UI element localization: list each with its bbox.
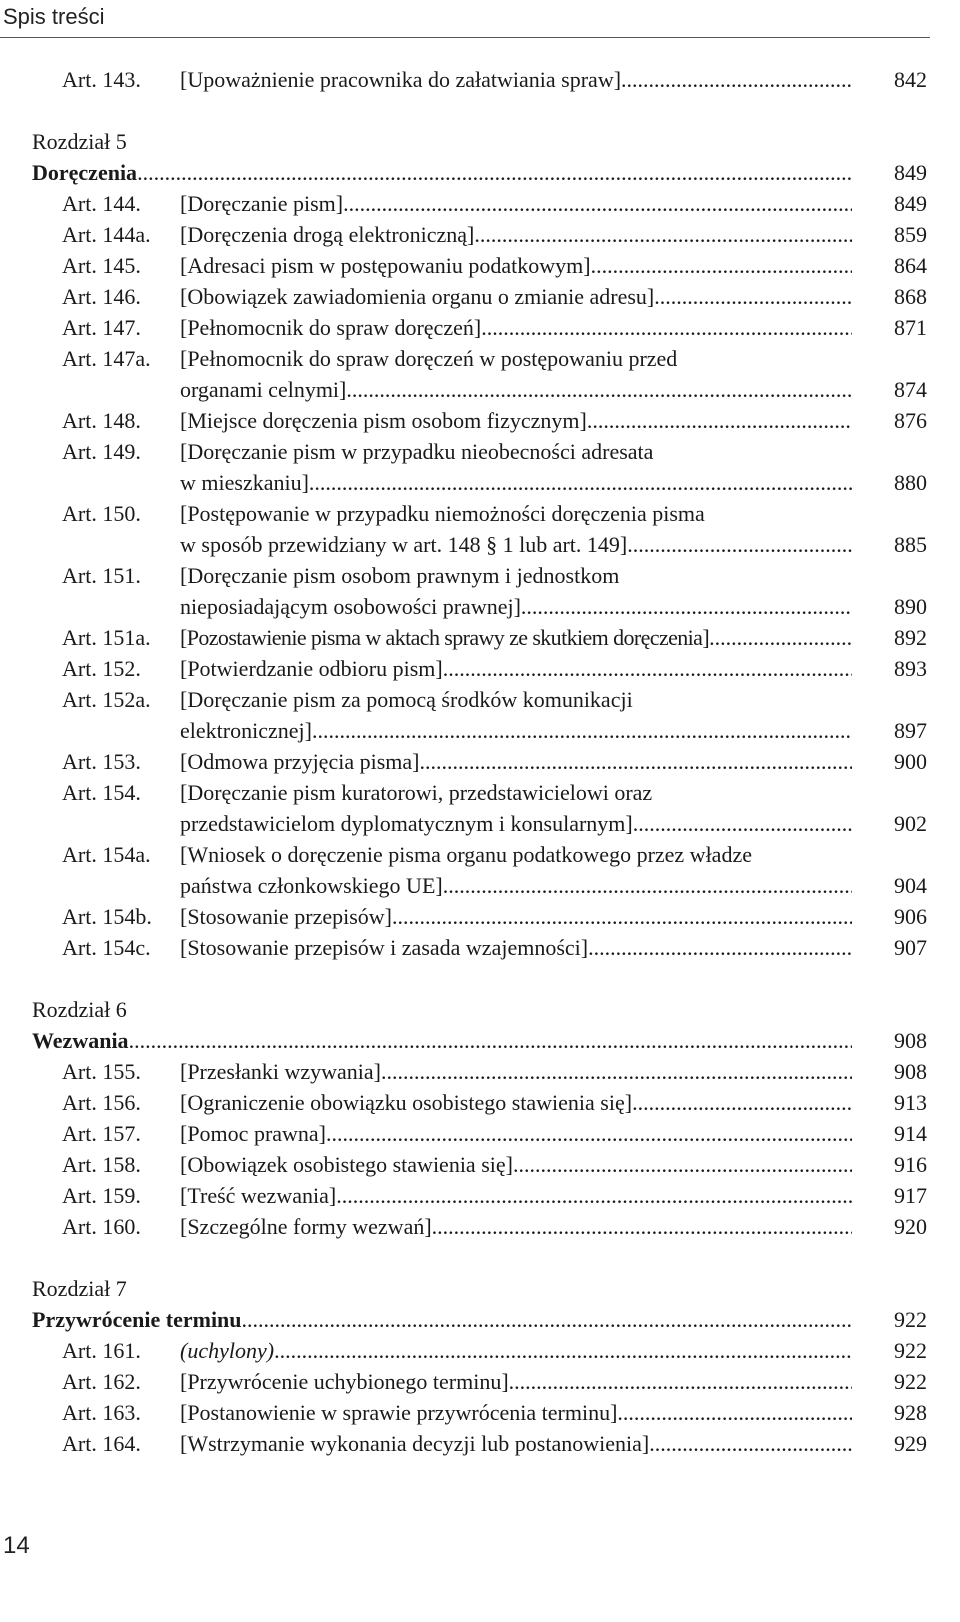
toc-line: [32, 374, 932, 405]
toc-line: [32, 498, 932, 529]
article-title[interactable]: [Doręczanie pism]: [180, 188, 343, 219]
toc-line: [32, 467, 932, 498]
dot-leader: [509, 1366, 852, 1397]
page-ref[interactable]: 876: [894, 408, 927, 433]
article-number: Art. 160.: [62, 1214, 141, 1239]
article-title-continued[interactable]: w mieszkaniu]: [180, 467, 309, 498]
toc-line: [32, 1397, 932, 1428]
article-title[interactable]: [Przesłanki wzywania]: [180, 1056, 381, 1087]
article-title[interactable]: [Odmowa przyjęcia pisma]: [180, 746, 419, 777]
header-rule: [0, 37, 930, 38]
dot-leader: [521, 591, 852, 622]
toc-leader: [180, 1087, 852, 1118]
toc-leader: [180, 281, 852, 312]
toc-leader: [180, 219, 852, 250]
article-title[interactable]: [Doręczanie pism w przypadku nieobecności adresata: [180, 439, 654, 464]
toc-leader: [180, 901, 852, 932]
article-number: Art. 156.: [62, 1090, 141, 1115]
article-number: Art. 155.: [62, 1059, 141, 1084]
dot-leader: [242, 1304, 852, 1335]
toc-line: [32, 839, 932, 870]
article-title[interactable]: [Ograniczenie obowiązku osobistego stawienia się]: [180, 1087, 632, 1118]
article-title[interactable]: [Pełnomocnik do spraw doręczeń w postępowaniu przed: [180, 346, 678, 371]
toc-line: [32, 746, 932, 777]
article-number: Art. 153.: [62, 749, 141, 774]
toc-line: [32, 64, 932, 95]
page-ref[interactable]: 902: [894, 811, 927, 836]
dot-leader: [381, 1056, 852, 1087]
toc-leader: [32, 157, 852, 188]
article-number: Art. 143.: [62, 67, 141, 92]
article-number: Art. 162.: [62, 1369, 141, 1394]
dot-leader: [654, 281, 852, 312]
page-ref[interactable]: 914: [894, 1121, 927, 1146]
toc-leader: [180, 622, 852, 653]
page-ref[interactable]: 929: [894, 1431, 927, 1456]
article-title[interactable]: [Stosowanie przepisów]: [180, 901, 392, 932]
dot-leader: [632, 1087, 852, 1118]
dot-leader: [274, 1335, 852, 1366]
toc-leader: [180, 374, 852, 405]
toc-line: [32, 1025, 932, 1056]
article-title-continued[interactable]: w sposób przewidziany w art. 148 § 1 lub art. 149]: [180, 529, 627, 560]
article-number: Art. 154.: [62, 780, 141, 805]
dot-leader: [326, 1118, 852, 1149]
toc-line: [32, 560, 932, 591]
toc-leader: [180, 1428, 852, 1459]
article-title-continued[interactable]: państwa członkowskiego UE]: [180, 870, 443, 901]
dot-leader: [419, 746, 852, 777]
dot-leader: [432, 1211, 852, 1242]
toc-line: [32, 1180, 932, 1211]
chapter-number-label: Rozdział 6: [32, 997, 127, 1022]
toc-leader: [180, 808, 852, 839]
page-ref[interactable]: 928: [894, 1400, 927, 1425]
dot-leader: [627, 529, 852, 560]
article-number: Art. 147.: [62, 315, 141, 340]
page-ref[interactable]: 868: [894, 284, 927, 309]
page-ref[interactable]: 897: [894, 718, 927, 743]
article-title-continued[interactable]: elektronicznej]: [180, 715, 312, 746]
page-ref[interactable]: 904: [894, 873, 927, 898]
toc-leader: [180, 1366, 852, 1397]
page-ref[interactable]: 920: [894, 1214, 927, 1239]
page-ref[interactable]: 900: [894, 749, 927, 774]
toc-line: [32, 870, 932, 901]
page-ref[interactable]: 874: [894, 377, 927, 402]
toc-leader: [32, 1304, 852, 1335]
toc-line: [32, 343, 932, 374]
toc-line: [32, 653, 932, 684]
toc-leader: [180, 1180, 852, 1211]
dot-leader: [343, 188, 852, 219]
article-number: Art. 152a.: [62, 687, 151, 712]
dot-leader: [709, 622, 852, 653]
page-ref[interactable]: 842: [894, 67, 927, 92]
page-ref[interactable]: 907: [894, 935, 927, 960]
dot-leader: [312, 715, 852, 746]
article-title[interactable]: [Upoważnienie pracownika do załatwiania spraw]: [180, 64, 621, 95]
article-number: Art. 154a.: [62, 842, 151, 867]
article-number: Art. 148.: [62, 408, 141, 433]
dot-leader: [617, 1397, 852, 1428]
toc-leader: [180, 870, 852, 901]
page-ref[interactable]: 908: [894, 1028, 927, 1053]
article-number: Art. 145.: [62, 253, 141, 278]
toc-line: [32, 777, 932, 808]
toc-leader: [180, 312, 852, 343]
page-ref[interactable]: 849: [894, 191, 927, 216]
article-title[interactable]: [Potwierdzanie odbioru pism]: [180, 653, 443, 684]
article-number: Art. 159.: [62, 1183, 141, 1208]
toc-line: [32, 1273, 932, 1304]
section-gap: [32, 95, 932, 126]
article-title[interactable]: [Stosowanie przepisów i zasada wzajemności]: [180, 932, 588, 963]
toc-line: [32, 1056, 932, 1087]
toc-line: [32, 1366, 932, 1397]
toc-line: [32, 591, 932, 622]
article-title[interactable]: [Treść wezwania]: [180, 1180, 336, 1211]
dot-leader: [649, 1428, 852, 1459]
page-ref[interactable]: 864: [894, 253, 927, 278]
page-ref[interactable]: 880: [894, 470, 927, 495]
toc-line: [32, 312, 932, 343]
toc-leader: [180, 405, 852, 436]
article-number: Art. 149.: [62, 439, 141, 464]
article-title[interactable]: [Wniosek o doręczenie pisma organu podatkowego przez władze: [180, 842, 752, 867]
article-number: Art. 151a.: [62, 625, 151, 650]
page-ref[interactable]: 913: [894, 1090, 927, 1115]
article-title[interactable]: [Wstrzymanie wykonania decyzji lub postanowienia]: [180, 1428, 649, 1459]
chapter-number-label: Rozdział 5: [32, 129, 127, 154]
toc-leader: [180, 1335, 852, 1366]
dot-leader: [474, 219, 852, 250]
section-gap: [32, 1242, 932, 1273]
article-number: Art. 152.: [62, 656, 141, 681]
article-number: Art. 144.: [62, 191, 141, 216]
toc-line: [32, 281, 932, 312]
article-number: Art. 151.: [62, 563, 141, 588]
article-number: Art. 144a.: [62, 222, 151, 247]
page-ref[interactable]: 893: [894, 656, 927, 681]
chapter-title[interactable]: Przywrócenie terminu: [32, 1304, 242, 1335]
toc-leader: [180, 1056, 852, 1087]
running-head: Spis treści: [3, 4, 105, 29]
article-title[interactable]: [Pomoc prawna]: [180, 1118, 326, 1149]
dot-leader: [336, 1180, 852, 1211]
dot-leader: [481, 312, 852, 343]
article-number: Art. 157.: [62, 1121, 141, 1146]
toc-leader: [180, 250, 852, 281]
article-title-continued[interactable]: organami celnymi]: [180, 374, 346, 405]
toc-line: [32, 1087, 932, 1118]
article-number: Art. 146.: [62, 284, 141, 309]
dot-leader: [633, 808, 852, 839]
page-ref[interactable]: 922: [894, 1369, 927, 1394]
page-ref[interactable]: 906: [894, 904, 927, 929]
toc-leader: [180, 932, 852, 963]
article-number: Art. 158.: [62, 1152, 141, 1177]
dot-leader: [392, 901, 852, 932]
section-gap: [32, 963, 932, 994]
article-title[interactable]: [Pełnomocnik do spraw doręczeń]: [180, 312, 481, 343]
toc-line: [32, 1428, 932, 1459]
toc-line: [32, 436, 932, 467]
chapter-number-label: Rozdział 7: [32, 1276, 127, 1301]
article-title[interactable]: [Doręczanie pism za pomocą środków komunikacji: [180, 687, 633, 712]
toc-line: [32, 808, 932, 839]
toc-leader: [180, 529, 852, 560]
toc-line: [32, 622, 932, 653]
chapter-title[interactable]: Doręczenia: [32, 157, 137, 188]
dot-leader: [591, 250, 852, 281]
article-number: Art. 164.: [62, 1431, 141, 1456]
page-ref[interactable]: 885: [894, 532, 927, 557]
article-number: Art. 163.: [62, 1400, 141, 1425]
article-title[interactable]: [Pozostawienie pisma w aktach sprawy ze skutkiem doręczenia]: [180, 622, 709, 653]
dot-leader: [137, 157, 852, 188]
article-title[interactable]: [Przywrócenie uchybionego terminu]: [180, 1366, 509, 1397]
table-of-contents: [32, 64, 932, 1459]
toc-line: [32, 250, 932, 281]
toc-line: [32, 994, 932, 1025]
article-number: Art. 154b.: [62, 904, 152, 929]
toc-line: [32, 126, 932, 157]
toc-line: [32, 529, 932, 560]
toc-line: [32, 405, 932, 436]
page-ref[interactable]: 890: [894, 594, 927, 619]
toc-leader: [180, 1118, 852, 1149]
toc-line: [32, 188, 932, 219]
toc-leader: [180, 467, 852, 498]
article-number: Art. 154c.: [62, 935, 151, 960]
dot-leader: [129, 1025, 852, 1056]
toc-leader: [32, 1025, 852, 1056]
toc-leader: [180, 746, 852, 777]
article-title[interactable]: [Adresaci pism w postępowaniu podatkowym]: [180, 250, 591, 281]
toc-leader: [180, 1149, 852, 1180]
article-title[interactable]: [Obowiązek osobistego stawienia się]: [180, 1149, 513, 1180]
article-number: Art. 161.: [62, 1338, 141, 1363]
toc-line: [32, 901, 932, 932]
article-title[interactable]: [Szczególne formy wezwań]: [180, 1211, 432, 1242]
page-ref[interactable]: 922: [894, 1307, 927, 1332]
toc-leader: [180, 64, 852, 95]
page-ref[interactable]: 917: [894, 1183, 927, 1208]
toc-line: [32, 1304, 932, 1335]
article-number: Art. 150.: [62, 501, 141, 526]
dot-leader: [309, 467, 852, 498]
page-ref[interactable]: 922: [894, 1338, 927, 1363]
article-title[interactable]: (uchylony): [180, 1335, 274, 1366]
toc-line: [32, 1335, 932, 1366]
toc-line: [32, 219, 932, 250]
toc-line: [32, 1211, 932, 1242]
toc-line: [32, 1118, 932, 1149]
article-title[interactable]: [Miejsce doręczenia pism osobom fizycznym]: [180, 405, 587, 436]
article-title[interactable]: [Postanowienie w sprawie przywrócenia terminu]: [180, 1397, 617, 1428]
article-title[interactable]: [Doręczanie pism osobom prawnym i jednostkom: [180, 563, 620, 588]
page-ref[interactable]: 871: [894, 315, 927, 340]
article-title-continued[interactable]: nieposiadającym osobowości prawnej]: [180, 591, 521, 622]
dot-leader: [621, 64, 852, 95]
page-ref[interactable]: 859: [894, 222, 927, 247]
toc-leader: [180, 188, 852, 219]
article-number: Art. 147a.: [62, 346, 151, 371]
chapter-title[interactable]: Wezwania: [32, 1025, 129, 1056]
article-title-continued[interactable]: przedstawicielom dyplomatycznym i konsularnym]: [180, 808, 633, 839]
article-title[interactable]: [Obowiązek zawiadomienia organu o zmianie adresu]: [180, 281, 654, 312]
page-ref[interactable]: 916: [894, 1152, 927, 1177]
article-title[interactable]: [Postępowanie w przypadku niemożności doręczenia pisma: [180, 501, 705, 526]
dot-leader: [513, 1149, 852, 1180]
article-title[interactable]: [Doręczanie pism kuratorowi, przedstawicielowi oraz: [180, 780, 653, 805]
page-ref[interactable]: 849: [894, 160, 927, 185]
toc-leader: [180, 1211, 852, 1242]
toc-leader: [180, 591, 852, 622]
toc-line: [32, 932, 932, 963]
toc-leader: [180, 1397, 852, 1428]
dot-leader: [587, 405, 852, 436]
dot-leader: [588, 932, 852, 963]
toc-line: [32, 684, 932, 715]
dot-leader: [443, 870, 852, 901]
toc-leader: [180, 715, 852, 746]
dot-leader: [443, 653, 852, 684]
toc-line: [32, 715, 932, 746]
article-title[interactable]: [Doręczenia drogą elektroniczną]: [180, 219, 474, 250]
toc-line: [32, 1149, 932, 1180]
page-ref[interactable]: 892: [894, 625, 927, 650]
page-ref[interactable]: 908: [894, 1059, 927, 1084]
toc-leader: [180, 653, 852, 684]
dot-leader: [346, 374, 852, 405]
page-number: 14: [3, 1532, 30, 1559]
toc-line: [32, 157, 932, 188]
